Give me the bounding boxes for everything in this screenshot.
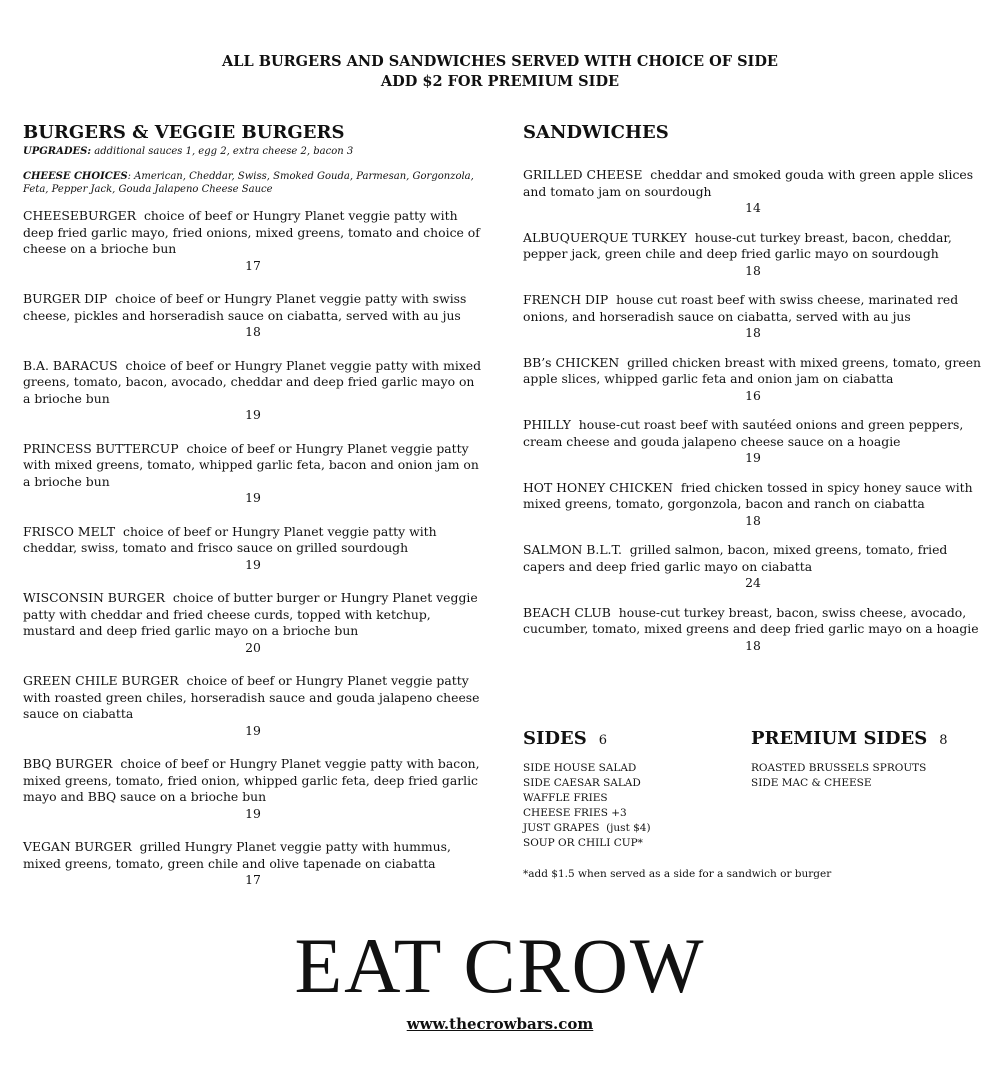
premium-sides-title: PREMIUM SIDES <box>751 728 928 749</box>
item-desc: house cut roast beef with swiss cheese, marinated red onions, and horseradish sauce on ciabatta, served with au jus <box>523 292 959 324</box>
item-name: FRENCH DIP <box>523 292 609 307</box>
item-price: 18 <box>745 512 761 528</box>
sides-footnote: *add $1.5 when served as a side for a sandwich or burger <box>523 868 832 880</box>
sandwiches-section <box>523 121 983 667</box>
menu-item <box>523 167 983 217</box>
menu-item <box>523 542 983 592</box>
side-item: JUST GRAPES (just $4) <box>523 822 651 834</box>
cheese-choices-text: : American, Cheddar, Swiss, Smoked Gouda, Parmesan, Gorgonzola, Feta, Pepper Jack, Gouda Jalapeno Cheese Sauce <box>23 171 474 195</box>
item-name: GREEN CHILE BURGER <box>23 673 179 688</box>
brand-logo: EAT CROW <box>294 922 706 1009</box>
item-desc: grilled salmon, bacon, mixed greens, tomato, fried capers and deep fried garlic mayo on ciabatta <box>523 542 948 574</box>
side-item: SIDE CAESAR SALAD <box>523 777 641 789</box>
menu-banner <box>0 52 1000 92</box>
item-desc: choice of beef or Hungry Planet veggie patty with deep fried garlic mayo, fried onions, mixed greens, tomato and choice of cheese on a brioche bun <box>23 208 480 256</box>
cheese-choices-label: CHEESE CHOICES <box>23 171 128 182</box>
item-name: PRINCESS BUTTERCUP <box>23 440 179 456</box>
item-desc: house-cut turkey breast, bacon, swiss cheese, avocado, cucumber, tomato, mixed greens and deep fried garlic mayo on a hoagie <box>523 604 979 636</box>
item-name: ALBUQUERQUE TURKEY <box>523 229 687 245</box>
sandwich-list <box>523 167 983 654</box>
sides-title: SIDES <box>523 728 587 749</box>
item-price: 19 <box>245 722 261 738</box>
item-price: 18 <box>745 262 761 278</box>
item-name: BB’s CHICKEN <box>523 354 620 370</box>
item-name: WISCONSIN BURGER <box>23 590 165 605</box>
side-item: SIDE HOUSE SALAD <box>523 762 637 774</box>
side-item: CHEESE FRIES +3 <box>523 807 627 819</box>
menu-item <box>523 605 983 655</box>
item-name: SALMON B.L.T. <box>523 542 622 557</box>
premium-sides-section <box>751 727 981 791</box>
website-link[interactable]: www.thecrowbars.com <box>406 1015 594 1033</box>
item-desc: house-cut roast beef with sautéed onions and green peppers, cream cheese and gouda jalapeno cheese sauce on a hoagie <box>523 417 964 449</box>
premium-sides-price: 8 <box>939 733 948 748</box>
item-name: FRISCO MELT <box>23 523 116 539</box>
item-price: 20 <box>245 639 261 655</box>
item-price: 18 <box>745 325 761 340</box>
item-name: BBQ BURGER <box>23 756 113 771</box>
premium-sides-header <box>751 727 981 753</box>
menu-item <box>23 839 483 889</box>
item-name: B.A. BARACUS <box>23 357 118 373</box>
item-price: 19 <box>245 490 261 505</box>
menu-item <box>523 230 983 280</box>
cheese-choices-note <box>23 170 483 196</box>
menu-item <box>23 524 483 574</box>
burger-list <box>23 208 483 889</box>
item-desc: choice of beef or Hungry Planet veggie patty with roasted green chiles, horseradish sauce and gouda jalapeno cheese sauce on ciabatta <box>23 673 480 721</box>
menu-item <box>23 673 483 739</box>
item-desc: cheddar and smoked gouda with green apple slices and tomato jam on sourdough <box>523 167 974 199</box>
item-price: 17 <box>245 872 261 887</box>
banner-line-side: ALL BURGERS AND SANDWICHES SERVED WITH CHOICE OF SIDE <box>222 53 778 70</box>
item-desc: grilled Hungry Planet veggie patty with hummus, mixed greens, tomato, green chile and olive tapenade on ciabatta <box>23 839 451 871</box>
item-price: 19 <box>245 805 261 821</box>
upgrades-label: UPGRADES: <box>23 146 92 157</box>
item-price: 18 <box>745 637 761 653</box>
premium-sides-list <box>751 761 981 791</box>
item-name: BURGER DIP <box>23 291 108 306</box>
item-price: 18 <box>245 324 261 339</box>
item-desc: choice of beef or Hungry Planet veggie patty with bacon, mixed greens, tomato, fried onion, whipped garlic feta, deep fried garlic mayo and BBQ sauce on a brioche bun <box>23 756 480 804</box>
item-desc: choice of beef or Hungry Planet veggie patty with cheddar, swiss, tomato and frisco sauce on grilled sourdough <box>23 523 437 555</box>
sides-section <box>523 727 743 851</box>
item-price: 19 <box>245 407 261 422</box>
menu-item <box>523 355 983 405</box>
item-name: VEGAN BURGER <box>23 839 132 854</box>
item-desc: choice of beef or Hungry Planet veggie patty with swiss cheese, pickles and horseradish sauce on ciabatta, served with au jus <box>23 291 467 323</box>
side-item: WAFFLE FRIES <box>523 792 608 804</box>
side-item: ROASTED BRUSSELS SPROUTS <box>751 762 927 774</box>
item-desc: house-cut turkey breast, bacon, cheddar, pepper jack, green chile and deep fried garlic mayo on sourdough <box>523 229 952 261</box>
menu-item <box>23 590 483 656</box>
upgrades-text: additional sauces 1, egg 2, extra cheese 2, bacon 3 <box>91 146 354 157</box>
menu-item <box>23 208 483 274</box>
menu-item <box>23 756 483 822</box>
menu-item <box>23 441 483 507</box>
side-item: SOUP OR CHILI CUP* <box>523 837 643 849</box>
item-price: 16 <box>745 387 761 403</box>
menu-item <box>523 292 983 342</box>
item-price: 19 <box>745 450 761 465</box>
menu-item <box>523 417 983 467</box>
item-desc: choice of butter burger or Hungry Planet veggie patty with cheddar and fried cheese curds, topped with ketchup, mustard and deep fried garlic mayo on a brioche bun <box>23 590 478 638</box>
burgers-section <box>23 121 483 906</box>
sides-price: 6 <box>598 733 608 748</box>
item-price: 17 <box>245 257 261 273</box>
item-price: 14 <box>745 200 761 215</box>
item-desc: choice of beef or Hungry Planet veggie patty with mixed greens, tomato, bacon, avocado, cheddar and deep fried garlic mayo on a brioche bun <box>23 357 482 406</box>
item-name: GRILLED CHEESE <box>523 167 643 182</box>
menu-item <box>523 480 983 530</box>
sides-header <box>523 727 743 753</box>
banner-line-premium: ADD $2 FOR PREMIUM SIDE <box>380 73 620 90</box>
upgrades-note <box>23 145 483 158</box>
item-desc: fried chicken tossed in spicy honey sauce with mixed greens, tomato, gorgonzola, bacon and ranch on ciabatta <box>523 479 973 511</box>
item-name: PHILLY <box>523 417 571 432</box>
menu-item <box>23 291 483 341</box>
item-name: CHEESEBURGER <box>23 208 137 223</box>
item-price: 24 <box>745 575 761 590</box>
burgers-title: BURGERS & VEGGIE BURGERS <box>23 122 345 143</box>
menu-item <box>23 358 483 424</box>
item-price: 19 <box>245 556 261 572</box>
item-desc: grilled chicken breast with mixed greens, tomato, green apple slices, whipped garlic feta and onion jam on ciabatta <box>523 354 982 386</box>
side-item: SIDE MAC & CHEESE <box>751 777 872 789</box>
item-name: HOT HONEY CHICKEN <box>523 479 673 495</box>
item-name: BEACH CLUB <box>523 604 611 620</box>
sides-list <box>523 761 743 851</box>
item-desc: choice of beef or Hungry Planet veggie patty with mixed greens, tomato, whipped garlic feta, bacon and onion jam on a brioche bun <box>23 440 479 489</box>
sandwiches-title: SANDWICHES <box>523 122 669 143</box>
